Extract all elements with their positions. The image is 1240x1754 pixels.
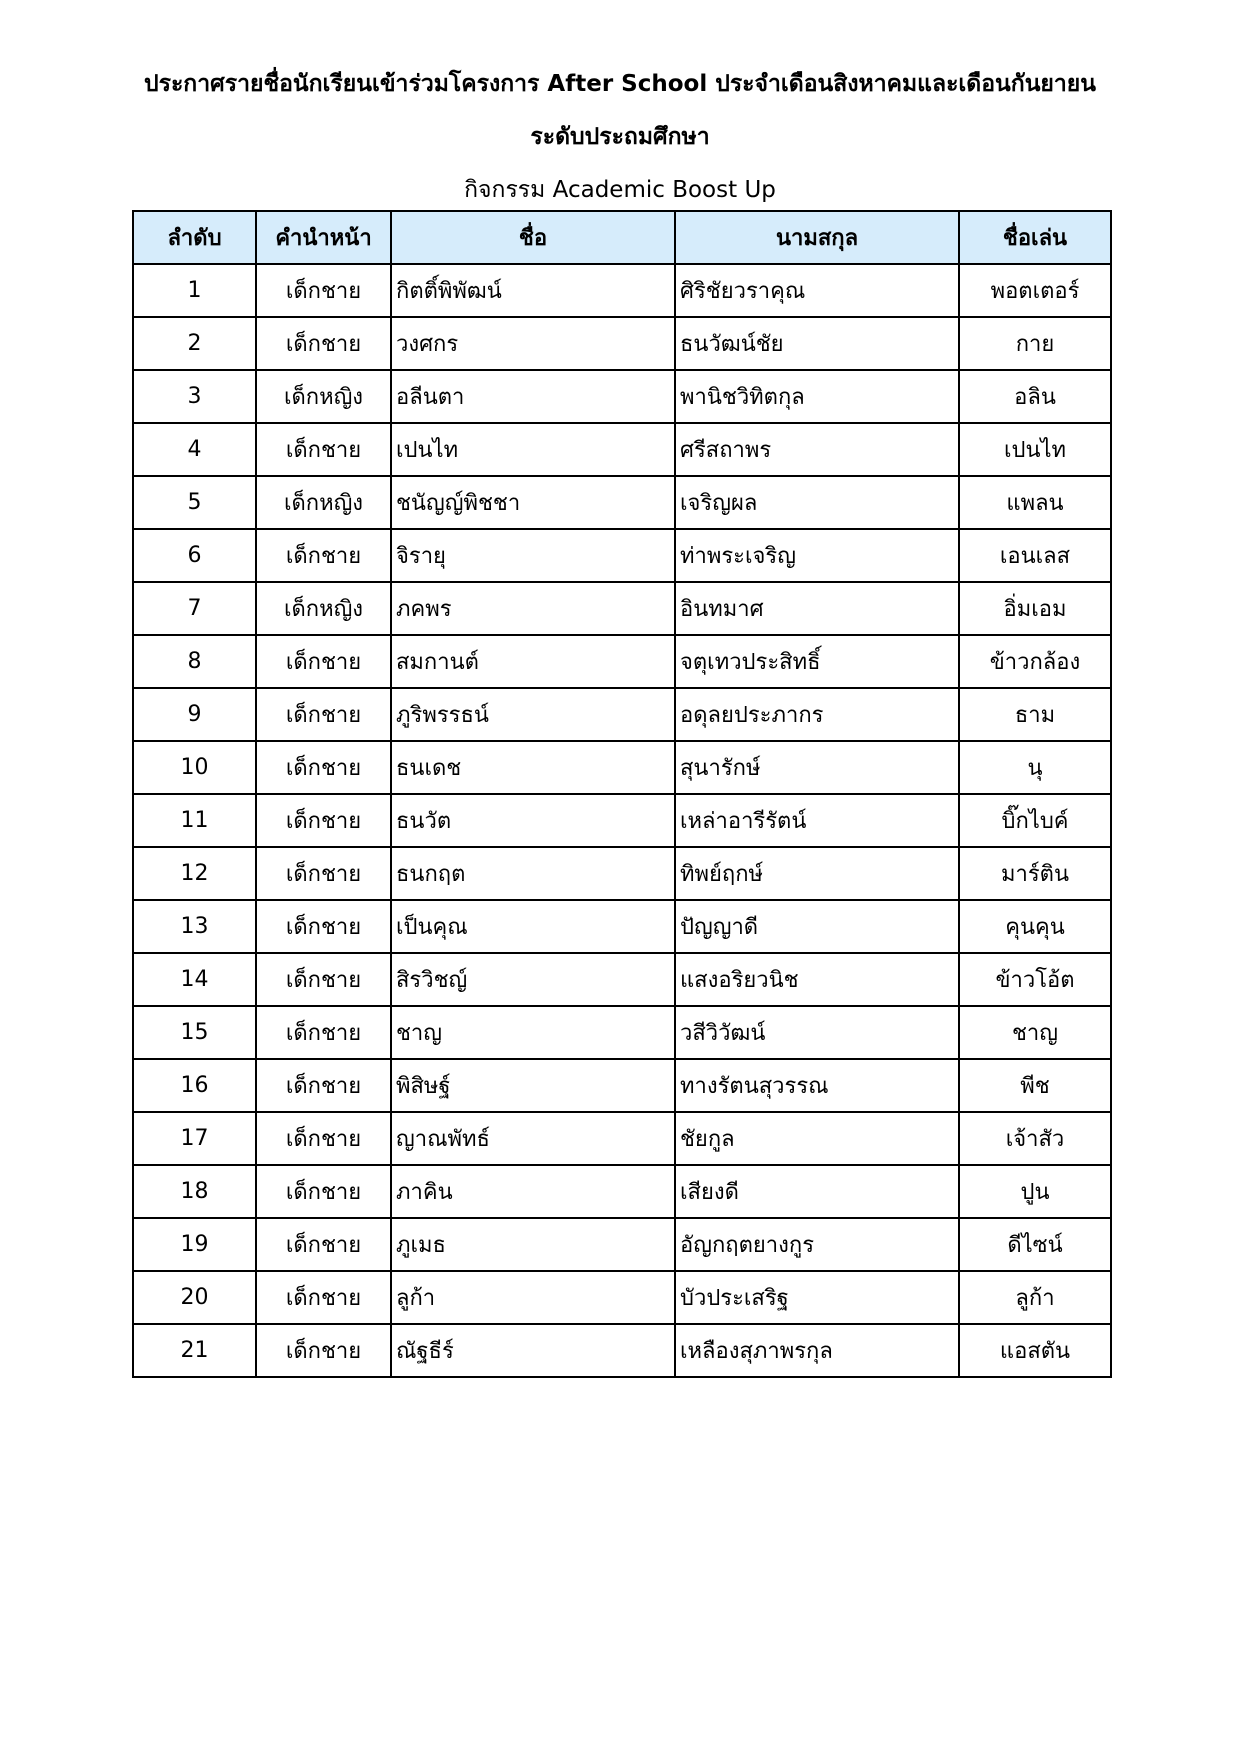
- table-row: [133, 900, 1111, 953]
- cell-last-name: พานิชวิทิตกุล: [675, 370, 959, 423]
- table-row: [133, 476, 1111, 529]
- cell-last-name: บัวประเสริฐ: [675, 1271, 959, 1324]
- table-row: [133, 847, 1111, 900]
- cell-nickname: ดีไซน์: [959, 1218, 1111, 1271]
- table-row: [133, 264, 1111, 317]
- cell-first-name: ญาณพัทธ์: [391, 1112, 675, 1165]
- table-row: [133, 741, 1111, 794]
- cell-prefix: เด็กชาย: [256, 1324, 391, 1377]
- table-row: [133, 582, 1111, 635]
- cell-number: 13: [133, 900, 256, 953]
- cell-number: 15: [133, 1006, 256, 1059]
- cell-nickname: ธาม: [959, 688, 1111, 741]
- cell-number: 18: [133, 1165, 256, 1218]
- table-header-row: [133, 211, 1111, 264]
- cell-first-name: ณัฐธีร์: [391, 1324, 675, 1377]
- cell-nickname: มาร์ติน: [959, 847, 1111, 900]
- cell-first-name: ชาญ: [391, 1006, 675, 1059]
- cell-number: 17: [133, 1112, 256, 1165]
- column-header-nickname: ชื่อเล่น: [959, 211, 1111, 264]
- table-row: [133, 794, 1111, 847]
- cell-first-name: อลีนตา: [391, 370, 675, 423]
- cell-number: 2: [133, 317, 256, 370]
- cell-prefix: เด็กชาย: [256, 741, 391, 794]
- cell-nickname: คุนคุน: [959, 900, 1111, 953]
- cell-number: 8: [133, 635, 256, 688]
- cell-prefix: เด็กชาย: [256, 688, 391, 741]
- cell-last-name: เจริญผล: [675, 476, 959, 529]
- cell-number: 11: [133, 794, 256, 847]
- cell-first-name: ภูเมธ: [391, 1218, 675, 1271]
- cell-first-name: ธนวัต: [391, 794, 675, 847]
- cell-nickname: แอสตัน: [959, 1324, 1111, 1377]
- cell-first-name: พิสิษฐ์: [391, 1059, 675, 1112]
- cell-prefix: เด็กชาย: [256, 635, 391, 688]
- cell-last-name: เหล่าอารีรัตน์: [675, 794, 959, 847]
- cell-last-name: แสงอริยวนิช: [675, 953, 959, 1006]
- cell-prefix: เด็กชาย: [256, 1165, 391, 1218]
- cell-number: 4: [133, 423, 256, 476]
- cell-nickname: ปูน: [959, 1165, 1111, 1218]
- cell-number: 3: [133, 370, 256, 423]
- table-row: [133, 1218, 1111, 1271]
- cell-first-name: กิตติ์พิพัฒน์: [391, 264, 675, 317]
- cell-prefix: เด็กชาย: [256, 423, 391, 476]
- cell-nickname: อลิน: [959, 370, 1111, 423]
- cell-number: 1: [133, 264, 256, 317]
- cell-first-name: ภาคิน: [391, 1165, 675, 1218]
- document-header: [0, 58, 1240, 217]
- cell-last-name: วสีวิวัฒน์: [675, 1006, 959, 1059]
- cell-prefix: เด็กชาย: [256, 317, 391, 370]
- cell-number: 10: [133, 741, 256, 794]
- cell-number: 5: [133, 476, 256, 529]
- cell-last-name: ชัยกูล: [675, 1112, 959, 1165]
- table-row: [133, 423, 1111, 476]
- column-header-last-name: นามสกุล: [675, 211, 959, 264]
- cell-last-name: สุนารักษ์: [675, 741, 959, 794]
- cell-prefix: เด็กหญิง: [256, 370, 391, 423]
- table-row: [133, 1324, 1111, 1377]
- cell-nickname: ชาญ: [959, 1006, 1111, 1059]
- cell-first-name: ธนกฤต: [391, 847, 675, 900]
- cell-prefix: เด็กหญิง: [256, 476, 391, 529]
- cell-last-name: อัญกฤตยางกูร: [675, 1218, 959, 1271]
- cell-prefix: เด็กชาย: [256, 529, 391, 582]
- cell-last-name: ศิริชัยวราคุณ: [675, 264, 959, 317]
- cell-last-name: ท่าพระเจริญ: [675, 529, 959, 582]
- cell-last-name: ปัญญาดี: [675, 900, 959, 953]
- table-row: [133, 953, 1111, 1006]
- cell-last-name: อินทมาศ: [675, 582, 959, 635]
- cell-last-name: เสียงดี: [675, 1165, 959, 1218]
- cell-last-name: เหลืองสุภาพรกุล: [675, 1324, 959, 1377]
- activity-name: กิจกรรม Academic Boost Up: [464, 177, 776, 203]
- table-row: [133, 529, 1111, 582]
- cell-prefix: เด็กชาย: [256, 1006, 391, 1059]
- column-header-first-name: ชื่อ: [391, 211, 675, 264]
- cell-first-name: สมกานต์: [391, 635, 675, 688]
- cell-nickname: อิ่มเอม: [959, 582, 1111, 635]
- cell-nickname: พอตเตอร์: [959, 264, 1111, 317]
- cell-last-name: ทิพย์ฤกษ์: [675, 847, 959, 900]
- announcement-title: ประกาศรายชื่อนักเรียนเข้าร่วมโครงการ After School ประจำเดือนสิงหาคมและเดือนกันยายน: [143, 71, 1097, 97]
- cell-nickname: ข้าวกล้อง: [959, 635, 1111, 688]
- cell-prefix: เด็กชาย: [256, 1059, 391, 1112]
- cell-number: 16: [133, 1059, 256, 1112]
- cell-nickname: นุ: [959, 741, 1111, 794]
- cell-number: 19: [133, 1218, 256, 1271]
- cell-number: 20: [133, 1271, 256, 1324]
- table-row: [133, 688, 1111, 741]
- cell-first-name: เปนไท: [391, 423, 675, 476]
- cell-number: 21: [133, 1324, 256, 1377]
- cell-first-name: วงศกร: [391, 317, 675, 370]
- cell-number: 9: [133, 688, 256, 741]
- table-row: [133, 317, 1111, 370]
- cell-first-name: เป็นคุณ: [391, 900, 675, 953]
- cell-nickname: พีช: [959, 1059, 1111, 1112]
- cell-last-name: จตุเทวประสิทธิ์: [675, 635, 959, 688]
- table-row: [133, 1006, 1111, 1059]
- cell-number: 7: [133, 582, 256, 635]
- cell-nickname: แพลน: [959, 476, 1111, 529]
- cell-first-name: ภคพร: [391, 582, 675, 635]
- cell-prefix: เด็กชาย: [256, 264, 391, 317]
- table-row: [133, 635, 1111, 688]
- cell-first-name: จิรายุ: [391, 529, 675, 582]
- cell-nickname: เปนไท: [959, 423, 1111, 476]
- cell-first-name: ชนัญญ์พิชชา: [391, 476, 675, 529]
- cell-number: 12: [133, 847, 256, 900]
- cell-last-name: ทางรัตนสุวรรณ: [675, 1059, 959, 1112]
- cell-prefix: เด็กชาย: [256, 1218, 391, 1271]
- cell-first-name: สิรวิชญ์: [391, 953, 675, 1006]
- cell-nickname: ข้าวโอ้ต: [959, 953, 1111, 1006]
- table-row: [133, 1059, 1111, 1112]
- cell-nickname: บิ๊กไบค์: [959, 794, 1111, 847]
- cell-number: 14: [133, 953, 256, 1006]
- cell-last-name: ศรีสถาพร: [675, 423, 959, 476]
- cell-nickname: ลูก้า: [959, 1271, 1111, 1324]
- cell-prefix: เด็กชาย: [256, 900, 391, 953]
- cell-nickname: เจ้าสัว: [959, 1112, 1111, 1165]
- table-row: [133, 370, 1111, 423]
- student-roster-table: [132, 210, 1112, 1378]
- cell-nickname: เอนเลส: [959, 529, 1111, 582]
- cell-first-name: ธนเดช: [391, 741, 675, 794]
- cell-nickname: กาย: [959, 317, 1111, 370]
- table-row: [133, 1112, 1111, 1165]
- cell-first-name: ภูริพรรธน์: [391, 688, 675, 741]
- cell-prefix: เด็กชาย: [256, 1112, 391, 1165]
- cell-prefix: เด็กชาย: [256, 847, 391, 900]
- cell-prefix: เด็กหญิง: [256, 582, 391, 635]
- cell-prefix: เด็กชาย: [256, 794, 391, 847]
- column-header-number: ลำดับ: [133, 211, 256, 264]
- cell-first-name: ลูก้า: [391, 1271, 675, 1324]
- table-body: [133, 264, 1111, 1377]
- education-level: ระดับประถมศึกษา: [530, 124, 710, 150]
- cell-last-name: อดุลยประภากร: [675, 688, 959, 741]
- table-row: [133, 1271, 1111, 1324]
- cell-last-name: ธนวัฒน์ชัย: [675, 317, 959, 370]
- column-header-prefix: คำนำหน้า: [256, 211, 391, 264]
- cell-prefix: เด็กชาย: [256, 1271, 391, 1324]
- cell-number: 6: [133, 529, 256, 582]
- table-row: [133, 1165, 1111, 1218]
- cell-prefix: เด็กชาย: [256, 953, 391, 1006]
